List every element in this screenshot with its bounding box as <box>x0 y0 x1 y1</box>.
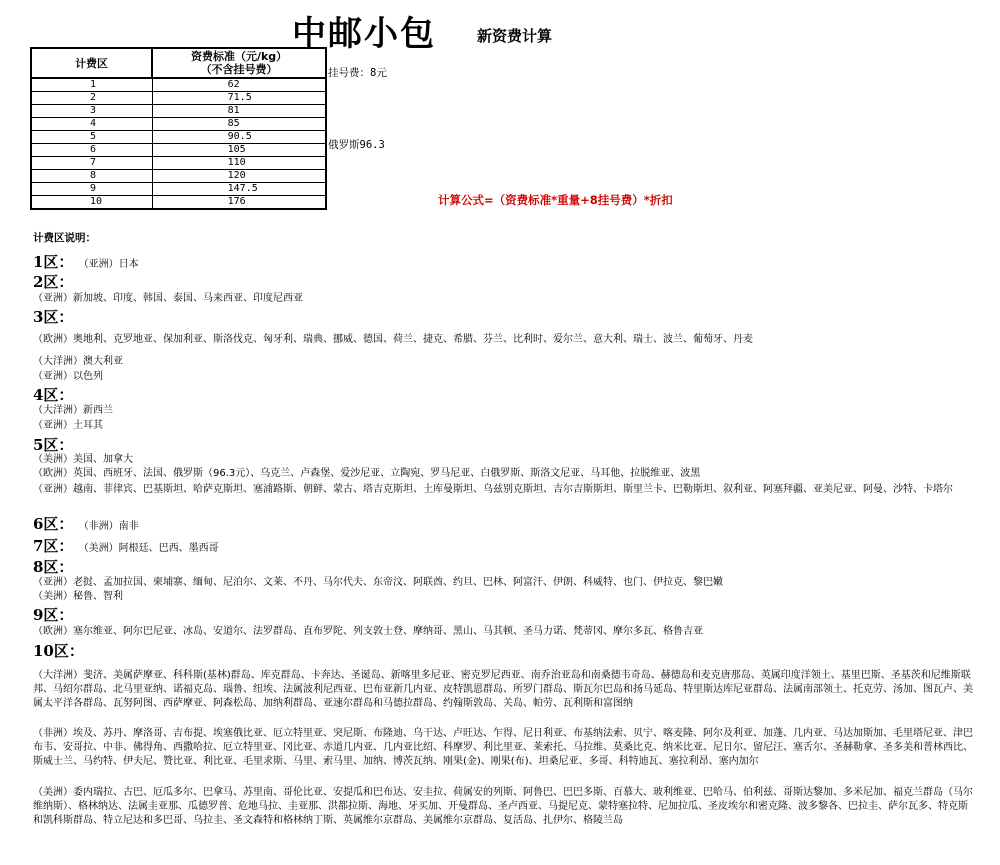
zone-6-title: 6区： <box>33 515 74 533</box>
table-row <box>31 196 326 210</box>
table-row <box>31 170 326 183</box>
rate-cell: 71.5 <box>152 92 326 105</box>
table-row <box>31 118 326 131</box>
table-row <box>31 78 326 92</box>
zone-7-title: 7区： <box>33 537 74 555</box>
zone-2-asia: （亚洲）新加坡、印度、韩国、泰国、马来西亚、印度尼西亚 <box>33 293 303 304</box>
header-rate-line1: 资费标准（元/kg） <box>190 50 288 63</box>
zone-10-africa: （非洲）埃及、苏丹、摩洛哥、吉布提、埃塞俄比亚、厄立特里亚、突尼斯、布隆迪、乌干达、卢旺达、乍得、尼日利亚、布基纳法索、贝宁、喀麦隆、阿尔及利亚、加蓬、几内亚、马达加斯加、毛里塔尼亚、津巴布韦、安哥拉、中非、佛得角、西撒哈拉、厄立特里亚、冈比亚、赤道几内亚、几内亚比绍、科摩罗、利比里亚、莱索托、马拉维、莫桑比克、纳米比亚、尼日尔、留尼汪、塞舌尔、圣赫勒拿、圣多美和普林西比、斯威士兰、马约特、伊夫尼、赞比亚、利比亚、毛里求斯、马里、索马里、加纳、博茨瓦纳、刚果(金)、刚果(布)、坦桑尼亚、多哥、科特迪瓦、塞拉利昂、塞内加尔 <box>33 728 973 767</box>
rate-cell: 105 <box>152 144 326 157</box>
rate-cell: 110 <box>152 157 326 170</box>
formula-text: 计算公式=（资费标准*重量+8挂号费）*折扣 <box>438 193 673 207</box>
zone-4-heading: 4区： <box>33 386 74 404</box>
rate-cell: 120 <box>152 170 326 183</box>
zone-7-heading <box>33 537 219 558</box>
header-rate-line2: （不含挂号费） <box>200 63 278 76</box>
zone-4-asia: （亚洲）土耳其 <box>33 420 103 431</box>
registration-fee-note: 挂号费：8元 <box>328 67 387 79</box>
zone-cell: 3 <box>31 105 152 118</box>
zone-cell: 7 <box>31 157 152 170</box>
zone-cell: 4 <box>31 118 152 131</box>
rate-cell: 147.5 <box>152 183 326 196</box>
zone-cell: 6 <box>31 144 152 157</box>
russia-rate-note: 俄罗斯96.3 <box>328 139 385 151</box>
zone-5-americas: （美洲）美国、加拿大 <box>33 454 133 465</box>
zone-3-europe: （欧洲）奥地利、克罗地亚、保加利亚、斯洛伐克、匈牙利、瑞典、挪威、德国、荷兰、捷克、希腊、芬兰、比利时、爱尔兰、意大利、瑞士、波兰、葡萄牙、丹麦 <box>33 334 753 345</box>
zone-cell: 5 <box>31 131 152 144</box>
zone-3-heading: 3区： <box>33 308 74 326</box>
zone-1-title: 1区： <box>33 253 74 271</box>
rate-cell: 176 <box>152 196 326 210</box>
zone-2-heading: 2区： <box>33 273 74 291</box>
page-title: 中邮小包 <box>292 14 436 54</box>
zone-cell: 2 <box>31 92 152 105</box>
table-row <box>31 183 326 196</box>
rate-cell: 90.5 <box>152 131 326 144</box>
zone-cell: 1 <box>31 78 152 92</box>
zone-6-countries: （非洲）南非 <box>78 521 139 532</box>
zone-9-europe: （欧洲）塞尔维亚、阿尔巴尼亚、冰岛、安道尔、法罗群岛、直布罗陀、列支敦士登、摩纳哥、黑山、马其顿、圣马力诺、梵蒂冈、摩尔多瓦、格鲁吉亚 <box>33 626 703 637</box>
table-row <box>31 157 326 170</box>
zone-1-countries: （亚洲）日本 <box>78 259 139 270</box>
zone-5-europe: （欧洲）英国、西班牙、法国、俄罗斯（96.3元）、乌克兰、卢森堡、爱沙尼亚、立陶宛、罗马尼亚、白俄罗斯、斯洛文尼亚、马耳他、拉脱维亚、波黑 <box>33 468 701 479</box>
zone-1-heading <box>33 253 139 274</box>
page-subtitle: 新资费计算 <box>477 27 553 45</box>
table-row <box>31 105 326 118</box>
zone-9-heading: 9区： <box>33 606 74 624</box>
table-row <box>31 144 326 157</box>
zone-4-oceania: （大洋洲）新西兰 <box>33 405 113 416</box>
zone-10-americas: （美洲）委内瑞拉、古巴、厄瓜多尔、巴拿马、苏里南、哥伦比亚、安提瓜和巴布达、安圭拉、荷属安的列斯、阿鲁巴、巴巴多斯、百慕大、玻利维亚、巴哈马、伯利兹、哥斯达黎加、多米尼加、福克兰群岛（马尔维纳斯）、格林纳达、法属圭亚那、瓜德罗普、危地马拉、圭亚那、洪都拉斯、海地、牙买加、开曼群岛、圣卢西亚、马提尼克、蒙特塞拉特、尼加拉瓜、圣皮埃尔和密克隆、波多黎各、巴拉圭、萨尔瓦多、特克斯和凯科斯群岛、特立尼达和多巴哥、乌拉圭、圣文森特和格林纳丁斯、英属维尔京群岛、美属维尔京群岛、复活岛、扎伊尔、格陵兰岛 <box>33 787 973 826</box>
zone-10-heading: 10区： <box>33 642 84 660</box>
rate-cell: 62 <box>152 78 326 92</box>
zone-cell: 10 <box>31 196 152 210</box>
rate-table <box>30 47 327 210</box>
zone-5-asia: （亚洲）越南、菲律宾、巴基斯坦、哈萨克斯坦、塞浦路斯、朝鲜、蒙古、塔吉克斯坦、土库曼斯坦、乌兹别克斯坦、吉尔吉斯斯坦、斯里兰卡、巴勒斯坦、叙利亚、阿塞拜疆、亚美尼亚、阿曼、沙特、卡塔尔 <box>33 484 953 495</box>
zone-3-asia: （亚洲）以色列 <box>33 371 103 382</box>
zone-3-oceania: （大洋洲）澳大利亚 <box>33 356 123 367</box>
zone-cell: 8 <box>31 170 152 183</box>
zone-cell: 9 <box>31 183 152 196</box>
zone-8-asia: （亚洲）老挝、孟加拉国、柬埔寨、缅甸、尼泊尔、文莱、不丹、马尔代夫、东帝汶、阿联酋、约旦、巴林、阿富汗、伊朗、科威特、也门、伊拉克、黎巴嫩 <box>33 577 723 588</box>
table-header-row <box>31 48 326 78</box>
zone-6-heading <box>33 515 139 536</box>
header-zone: 计费区 <box>31 48 152 78</box>
zone-8-heading: 8区： <box>33 558 74 576</box>
zone-10-oceania: （大洋洲）斐济、美属萨摩亚、科科斯(基林)群岛、库克群岛、卡奔达、圣诞岛、新喀里多尼亚、密克罗尼西亚、南乔治亚岛和南桑德韦奇岛、赫德岛和麦克唐那岛、英属印度洋领土、基里巴斯、圣基茨和尼维斯联邦、马绍尔群岛、北马里亚纳、诺福克岛、瑙鲁、纽埃、法属波利尼西亚、巴布亚新几内亚、皮特凯恩群岛、所罗门群岛、斯瓦尔巴岛和扬马延岛、特里斯达库尼亚群岛、法属南部领土、托克劳、汤加、图瓦卢、美属太平洋各群岛、瓦努阿图、西萨摩亚、阿森松岛、加纳利群岛、亚速尔群岛和马德拉群岛、约翰斯敦岛、关岛、帕劳、瓦利斯和富图纳 <box>33 670 973 709</box>
table-row <box>31 92 326 105</box>
zone-explanation-heading: 计费区说明： <box>33 232 96 244</box>
zone-8-americas: （美洲）秘鲁、智利 <box>33 591 123 602</box>
rate-cell: 81 <box>152 105 326 118</box>
header-rate <box>152 48 326 78</box>
zone-5-heading: 5区： <box>33 436 74 454</box>
table-row <box>31 131 326 144</box>
zone-7-countries: （美洲）阿根廷、巴西、墨西哥 <box>78 543 219 554</box>
rate-cell: 85 <box>152 118 326 131</box>
